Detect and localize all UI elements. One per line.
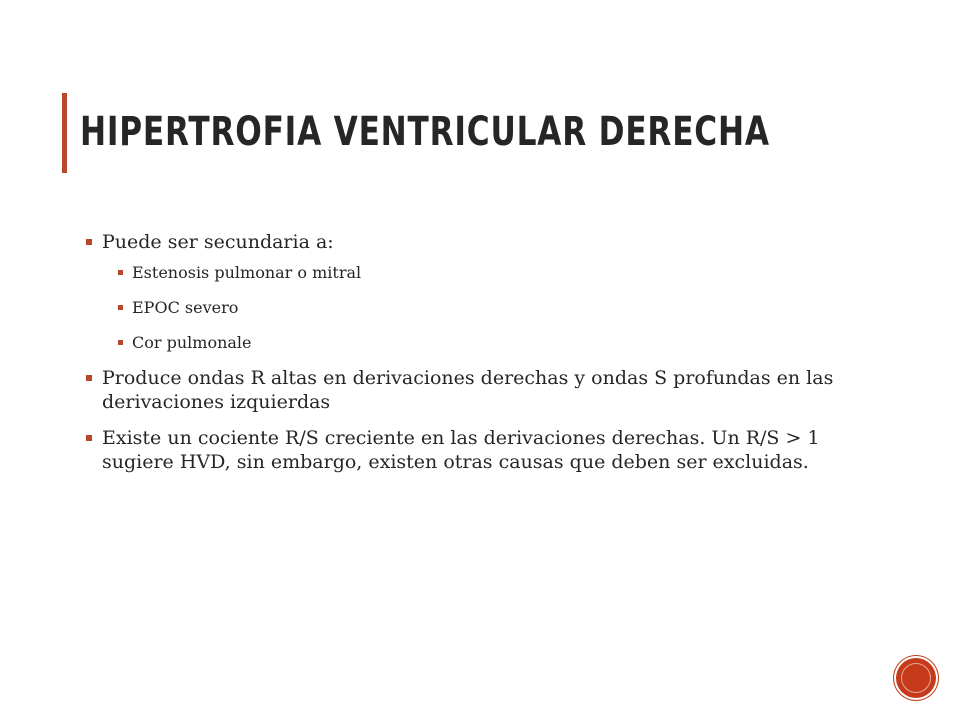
bullet-item [84,366,884,414]
sub-bullet-item [116,297,884,319]
slide-content [84,230,884,486]
square-bullet-icon [118,305,123,310]
sub-bullet-text: EPOC severo [132,298,239,317]
badge-ring-icon [901,663,931,693]
bullet-item [84,230,884,354]
sub-bullet-list [102,262,884,354]
square-bullet-icon [86,239,92,245]
bullet-text: Produce ondas R altas en derivaciones derechas y ondas S profundas en las derivaciones izquierdas [102,367,834,413]
bullet-text: Puede ser secundaria a: [102,231,334,253]
sub-bullet-text: Cor pulmonale [132,333,252,352]
sub-bullet-item [116,262,884,284]
square-bullet-icon [86,435,92,441]
sub-bullet-text: Estenosis pulmonar o mitral [132,263,362,282]
square-bullet-icon [118,340,123,345]
square-bullet-icon [118,270,123,275]
title-accent-bar [62,93,67,173]
slide-title: HIPERTROFIA VENTRICULAR DERECHA [80,109,770,155]
bullet-list [84,230,884,474]
square-bullet-icon [86,375,92,381]
sub-bullet-item [116,332,884,354]
bullet-item [84,426,884,474]
bullet-text: Existe un cociente R/S creciente en las derivaciones derechas. Un R/S > 1 sugiere HVD, sin embargo, existen otras causas que deben ser excluidas. [102,427,820,473]
page-number-badge [896,658,936,698]
